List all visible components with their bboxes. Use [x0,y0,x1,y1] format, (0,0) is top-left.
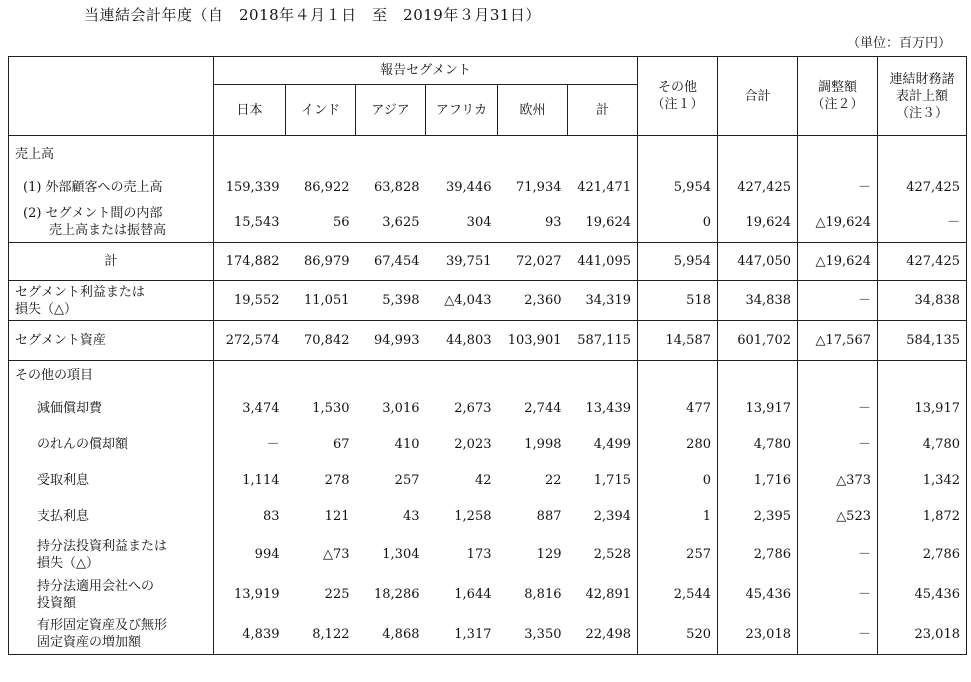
table-cell: 3,625 [356,203,426,243]
table-row [9,463,967,499]
table-cell: 518 [638,281,718,321]
table-cell: 4,868 [356,615,426,655]
table-row [9,427,967,463]
row-label: 減価償却費 [9,391,214,427]
table-cell: 5,954 [638,173,718,203]
table-cell: 8,816 [524,587,562,602]
table-row [9,203,967,243]
table-cell: － [798,615,878,655]
table-cell: 121 [324,509,350,524]
row-label: のれんの償却額 [9,427,214,463]
table-cell [214,136,286,173]
table-cell: 8,122 [286,615,356,655]
table-cell: 93 [498,203,568,243]
table-cell: 520 [638,615,718,655]
table-cell: 3,016 [382,401,420,416]
row-label: 持分法投資利益または 損失（△） [9,535,214,575]
table-cell: 19,552 [214,281,286,321]
table-cell: 13,919 [214,575,286,615]
table-cell: 5,954 [638,243,718,281]
table-cell: 441,095 [568,243,638,281]
table-cell: 13,917 [878,391,967,427]
header-total: 合計 [718,57,798,136]
table-row [9,361,967,391]
table-cell: 1,872 [878,499,967,535]
table-cell: 11,051 [286,281,356,321]
table-cell: 39,446 [446,180,492,195]
table-cell: － [798,173,878,203]
unit-label: （単位：百万円） [846,36,951,51]
table-cell: 159,339 [214,173,286,203]
table-cell [798,136,878,173]
table-cell: 427,425 [878,173,967,203]
table-cell: △73 [322,547,350,562]
table-cell: 42,891 [568,575,638,615]
table-cell: 1,114 [214,463,286,499]
table-cell: 67 [332,437,350,452]
table-cell: 2,360 [498,281,568,321]
table-cell: 42 [474,473,492,488]
table-cell [718,136,798,173]
table-header [9,57,967,136]
table-cell: 447,050 [718,243,798,281]
table-cell: 71,934 [516,180,562,195]
header-europe: 欧州 [498,85,568,136]
table-cell: 1 [638,499,718,535]
table-cell: 257 [638,535,718,575]
table-cell: － [798,281,878,321]
table-cell: 278 [324,473,350,488]
table-cell: 3,350 [498,615,568,655]
table-cell: 1,715 [568,463,638,499]
table-cell: 427,425 [878,243,967,281]
table-cell: 22 [544,473,562,488]
table-cell: △373 [798,463,878,499]
table-cell: 3,474 [214,391,286,427]
table-cell: 1,716 [718,463,798,499]
table-cell [426,361,498,391]
table-row [9,499,967,535]
table-cell: 1,304 [382,547,420,562]
header-adjustment: 調整額 （注２） [798,57,878,136]
table-cell [498,361,568,391]
table-cell: △19,624 [798,243,878,281]
table-cell: 103,901 [498,321,568,361]
table-cell [798,361,878,391]
row-label: セグメント利益または 損失（△） [9,281,214,321]
row-label: 持分法適用会社への 投資額 [9,575,214,615]
table-cell: 2,744 [524,401,562,416]
table-cell: 45,436 [718,575,798,615]
table-cell: － [798,427,878,463]
table-cell: 45,436 [878,575,967,615]
page-title: 当連結会計年度（自 2018年４月１日 至 2019年３月31日） [84,6,541,24]
table-cell: 1,644 [454,587,492,602]
header-consolidated: 連結財務諸 表計上額 （注３） [878,57,967,136]
header-india: インド [286,85,356,136]
table-row [9,535,967,575]
table-cell: 477 [638,391,718,427]
table-cell: 601,702 [718,321,798,361]
table-cell: 43 [402,509,420,524]
table-cell [568,136,638,173]
table-cell: 4,780 [878,427,967,463]
row-label: その他の項目 [9,361,214,391]
table-cell: 1,258 [454,509,492,524]
header-asia: アジア [356,85,426,136]
row-label: 計 [9,243,214,281]
row-label: セグメント資産 [9,321,214,361]
row-label: 有形固定資産及び無形 固定資産の増加額 [9,615,214,655]
table-cell: 410 [394,437,420,452]
table-cell: 23,018 [718,615,798,655]
table-row [9,575,967,615]
table-cell: 83 [214,499,286,535]
table-cell: 34,838 [878,281,967,321]
table-cell: 94,993 [356,321,426,361]
table-cell: △17,567 [798,321,878,361]
table-cell: 67,454 [356,243,426,281]
table-cell: 304 [426,203,498,243]
table-cell [498,136,568,173]
table-cell: 2,786 [878,535,967,575]
table-cell: 173 [466,547,492,562]
table-cell: 86,922 [304,180,350,195]
table-cell: 39,751 [426,243,498,281]
table-cell: 2,673 [454,401,492,416]
table-cell: 2,023 [454,437,492,452]
table-cell: △19,624 [798,203,878,243]
table-cell: 1,317 [426,615,498,655]
table-cell [878,136,967,173]
header-africa: アフリカ [426,85,498,136]
table-cell: 13,917 [718,391,798,427]
table-cell: 44,803 [426,321,498,361]
table-cell: － [798,391,878,427]
table-cell: － [878,203,967,243]
table-cell: 587,115 [568,321,638,361]
table-cell: 23,018 [878,615,967,655]
table-row [9,321,967,361]
header-japan: 日本 [214,85,286,136]
table-cell: 1,342 [878,463,967,499]
table-cell: 174,882 [214,243,286,281]
table-cell: 887 [536,509,562,524]
table-cell: 72,027 [498,243,568,281]
table-cell: 5,398 [356,281,426,321]
table-cell [214,361,286,391]
table-cell: 4,839 [214,615,286,655]
row-label: 売上高 [9,136,214,173]
segment-table [8,56,967,655]
table-cell: 63,828 [374,180,420,195]
table-cell: 2,528 [568,535,638,575]
table-row [9,391,967,427]
table-cell: 86,979 [286,243,356,281]
header-reporting-segments: 報告セグメント [214,57,638,85]
table-cell: 70,842 [286,321,356,361]
table-cell: 2,394 [568,499,638,535]
table-cell [356,136,426,173]
table-cell [426,136,498,173]
table-cell: 1,530 [312,401,350,416]
table-body [9,136,967,655]
table-cell: 0 [638,203,718,243]
row-label: 支払利息 [9,499,214,535]
table-cell: 994 [214,535,286,575]
table-cell: － [798,535,878,575]
table-cell: △4,043 [426,281,498,321]
table-row [9,615,967,655]
table-cell [568,361,638,391]
table-cell [286,361,356,391]
table-cell [286,136,356,173]
table-cell: － [214,427,286,463]
table-cell: 4,780 [718,427,798,463]
row-label: 受取利息 [9,463,214,499]
table-cell: 56 [286,203,356,243]
table-cell: 257 [394,473,420,488]
header-subtotal: 計 [568,85,638,136]
table-cell: 22,498 [568,615,638,655]
table-cell: － [798,575,878,615]
row-label: (1) 外部顧客への売上高 [9,173,214,203]
table-cell: 0 [638,463,718,499]
table-cell: 4,499 [568,427,638,463]
table-cell: 15,543 [214,203,286,243]
row-label: (2) セグメント間の内部 売上高または振替高 [9,203,214,243]
table-cell: 421,471 [568,173,638,203]
table-cell: 19,624 [568,203,638,243]
table-row [9,243,967,281]
table-row [9,136,967,173]
table-cell: 19,624 [718,203,798,243]
table-cell: 13,439 [568,391,638,427]
table-cell: △523 [798,499,878,535]
table-cell: 1,998 [524,437,562,452]
table-cell [638,361,718,391]
table-cell: 225 [324,587,350,602]
table-cell: 14,587 [638,321,718,361]
table-cell: 2,544 [638,575,718,615]
table-cell: 34,838 [718,281,798,321]
table-cell: 584,135 [878,321,967,361]
table-cell: 18,286 [374,587,420,602]
table-row [9,173,967,203]
table-cell: 129 [536,547,562,562]
table-cell: 427,425 [718,173,798,203]
table-cell [718,361,798,391]
table-row [9,281,967,321]
table-cell [638,136,718,173]
header-other: その他 （注１） [638,57,718,136]
table-cell: 2,786 [718,535,798,575]
table-cell: 272,574 [214,321,286,361]
table-cell [356,361,426,391]
table-cell: 34,319 [568,281,638,321]
header-blank [9,57,214,136]
table-cell: 280 [638,427,718,463]
table-cell: 2,395 [718,499,798,535]
table-cell [878,361,967,391]
